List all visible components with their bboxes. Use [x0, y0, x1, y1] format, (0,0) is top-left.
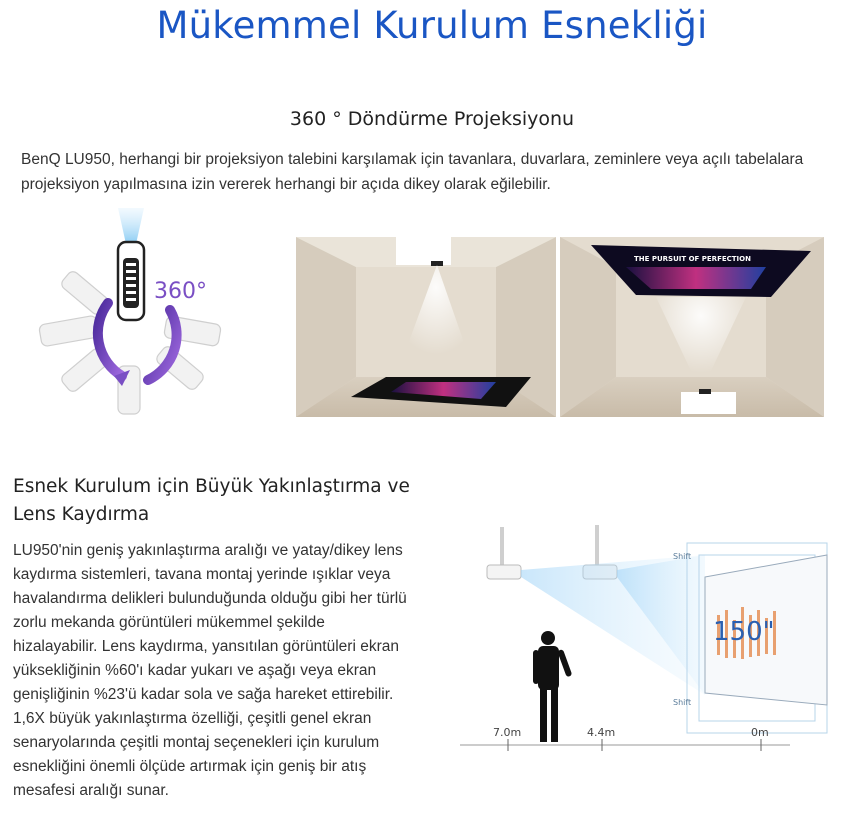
zoom-shift-paragraph: LU950'nin geniş yakınlaştırma aralığı ve yatay/dikey lens kaydırma sistemleri, tavana montaj yerinde ışıklar veya havalandırma delikleri bulunduğunda olduğu gibi her türlü zorlu mekanda görüntüleri mükemmel şekilde hizalayabilir. Lens kaydırma, yansıtılan görüntüleri ekran yüksekliğinin %60'ı kadar yukarı ve aşağı veya ekran genişliğinin %23'ü kadar sola ve sağa hareket ettirebilir. 1,6X büyük yakınlaştırma özelliği, çeşitli genel ekran senaryolarında çeşitli montaj seçenekleri için kurulum esnekliğini önemli ölçüde artırmak için geniş bir atış mesafesi aralığı sunar.	[13, 542, 407, 799]
page-title: Mükemmel Kurulum Esnekliği	[156, 4, 708, 47]
distance-label-0m: 0m	[751, 726, 769, 739]
rotation-paragraph: BenQ LU950, herhangi bir projeksiyon talebini karşılamak için tavanlara, duvarlara, zeminlere veya açılı tabelalara projeksiyon yapılmasına izin vererek herhangi bir açıda dikey olarak eğilebilir.	[21, 151, 804, 193]
shift-label-top: Shift	[673, 552, 692, 561]
zoom-shift-heading: Esnek Kurulum için Büyük Yakınlaştırma ve Lens Kaydırma	[13, 476, 410, 525]
rotation-illustration	[30, 208, 260, 418]
distance-label-4m: 4.4m	[587, 726, 616, 739]
room-screen-text: THE PURSUIT OF PERFECTION	[634, 255, 751, 263]
rotation-heading: 360 ° Döndürme Projeksiyonu	[289, 108, 575, 130]
lens-shift-diagram	[455, 515, 844, 770]
screen-size-label: 150"	[713, 617, 775, 647]
rotation-label: 360°	[154, 279, 207, 304]
shift-label-bottom: Shift	[673, 698, 692, 707]
distance-label-7m: 7.0m	[493, 726, 522, 739]
light-beam	[118, 208, 144, 244]
room-projection-images	[296, 237, 824, 417]
person-silhouette	[533, 631, 572, 742]
